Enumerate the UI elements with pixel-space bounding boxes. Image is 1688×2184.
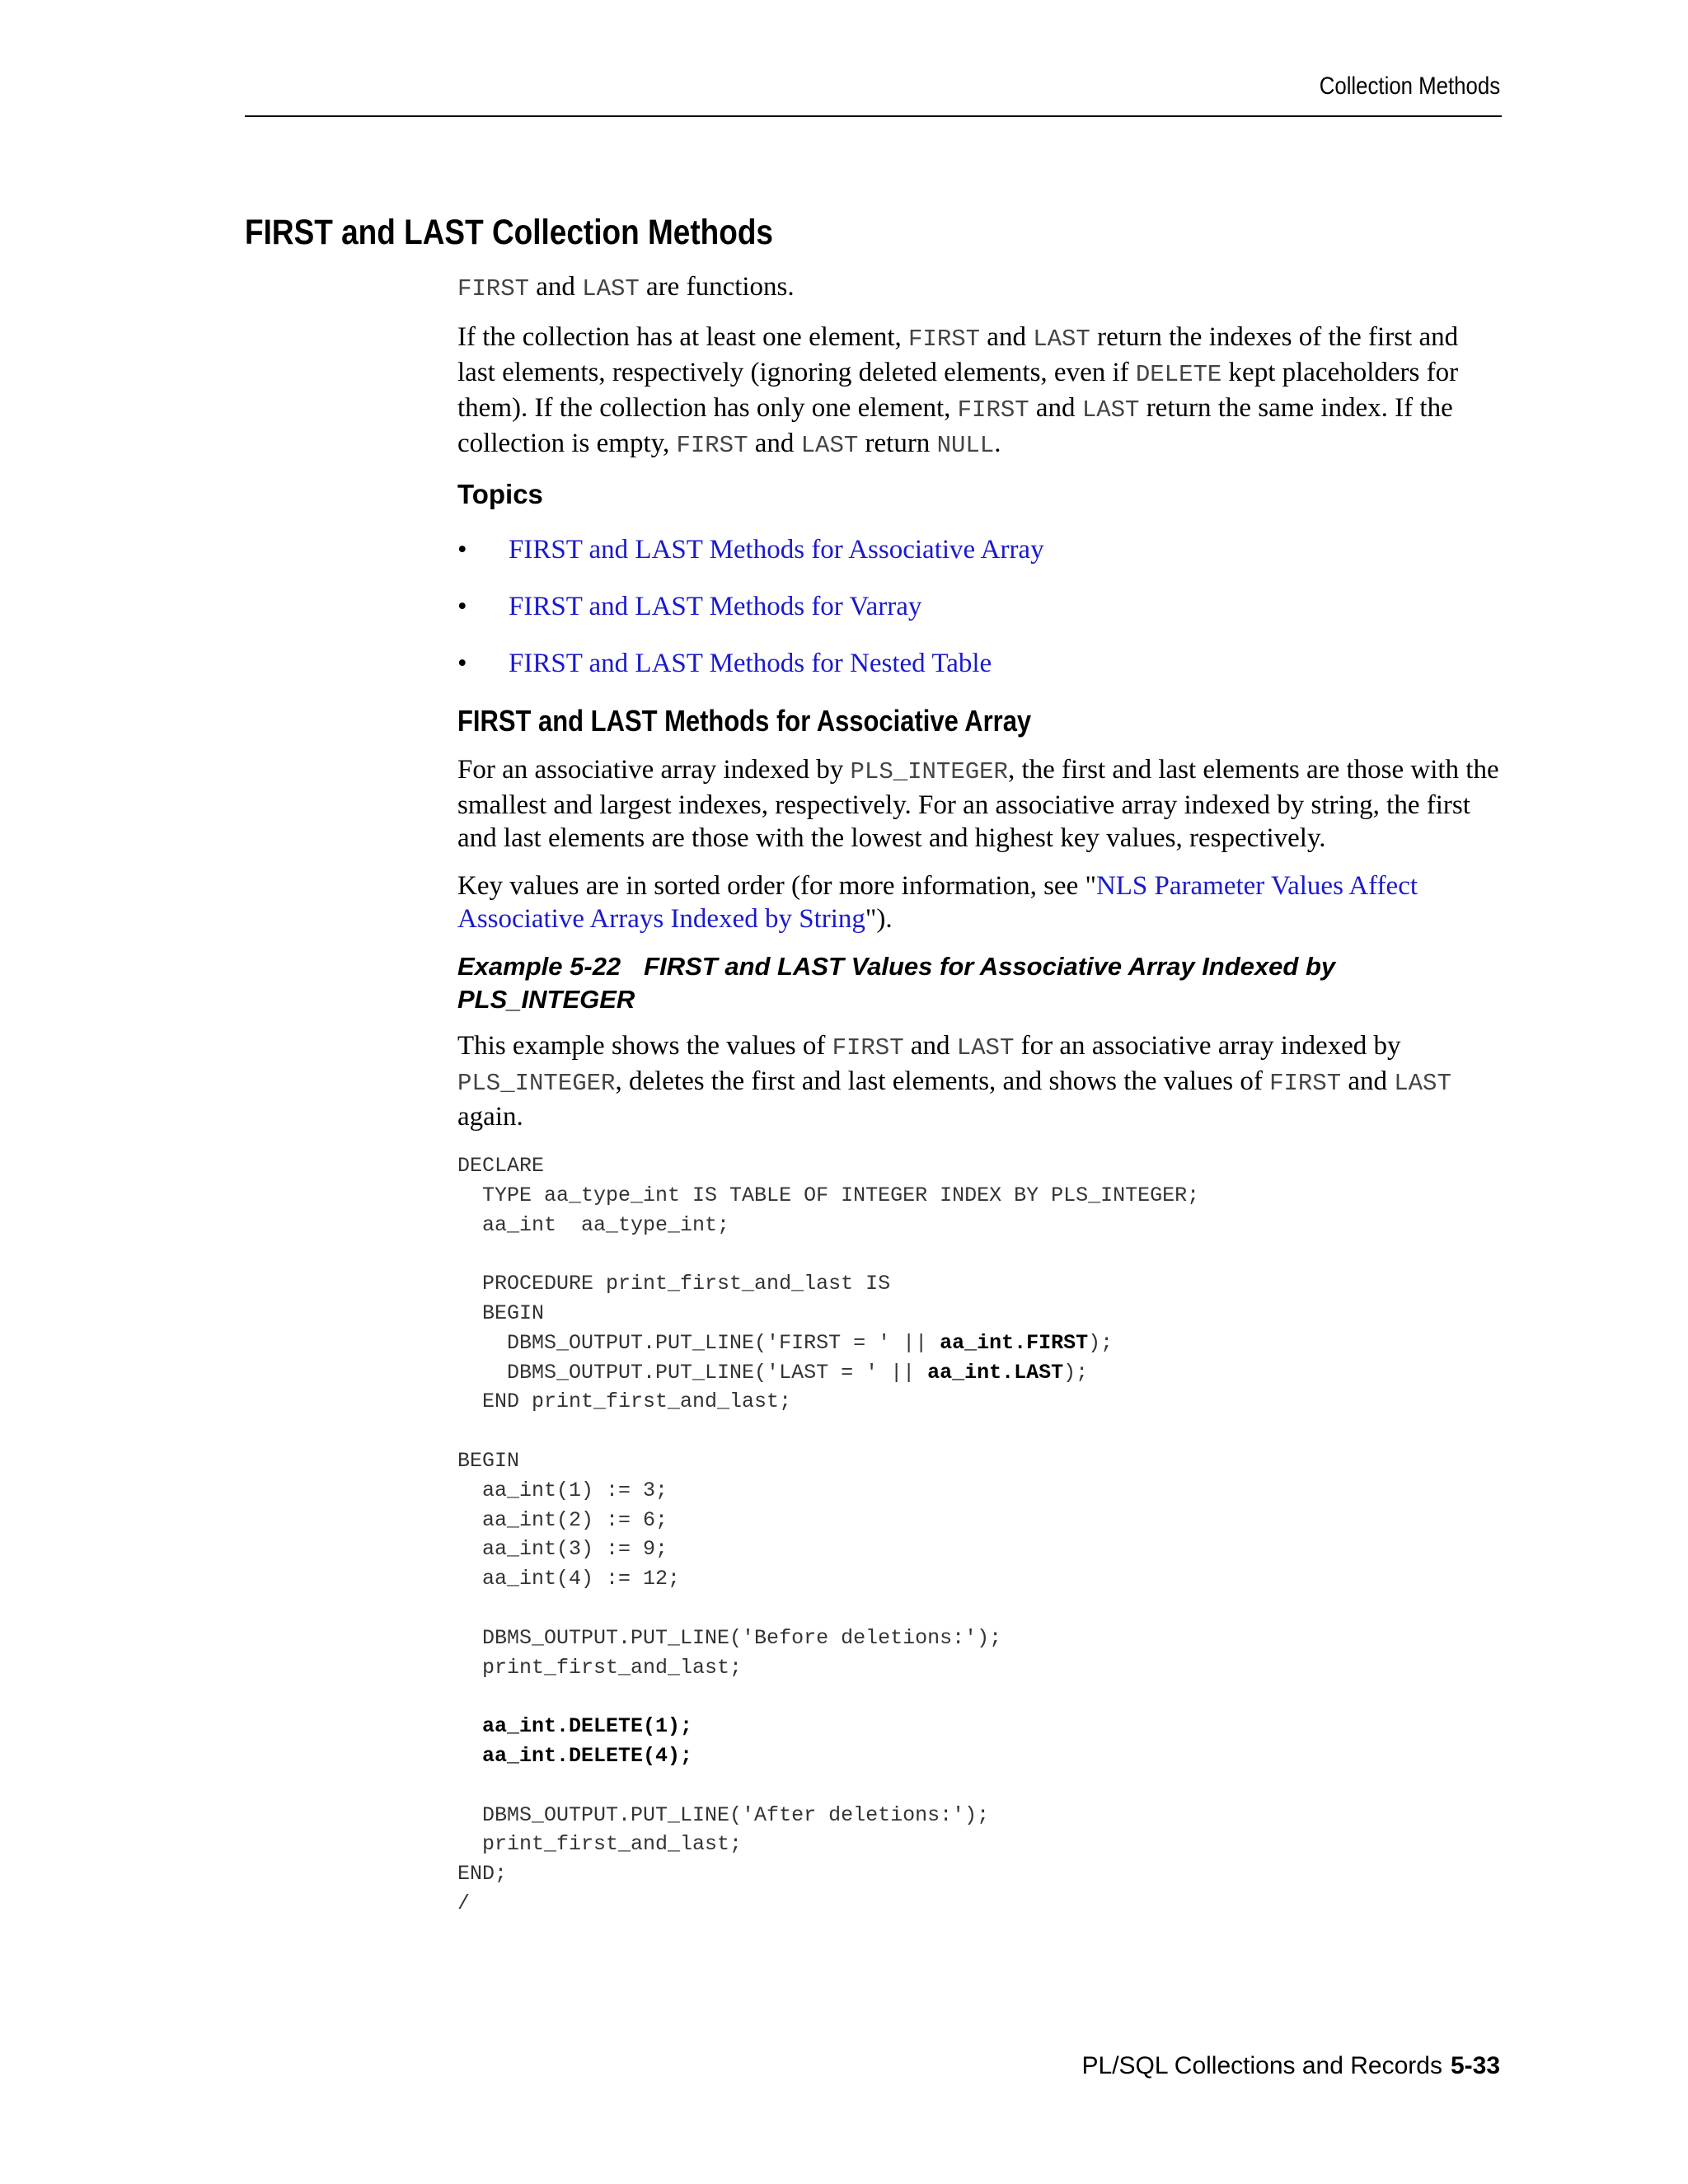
page-number: 5-33 [1450, 2052, 1500, 2079]
section-title: FIRST and LAST Collection Methods [245, 213, 773, 252]
example-caption: FIRST and LAST Values for Associative Array Indexed by PLS_INTEGER [457, 952, 1336, 1014]
header-rule [245, 115, 1502, 117]
topics-list [457, 533, 1503, 680]
intro-paragraph-2: If the collection has at least one element, FIRST and LAST return the indexes of the first and last elements, respectively (ignoring deleted elements, even if DELETE kept placeholders for them). If the collection has only one element, FIRST and LAST return the same index. If the collection is empty, FIRST and LAST return NULL. [457, 322, 1459, 459]
bullet-icon: • [457, 649, 467, 678]
example-description: This example shows the values of FIRST and LAST for an associative array indexed by PLS_INTEGER, deletes the first and last elements, and shows the values of FIRST and LAST again. [457, 1031, 1451, 1132]
topic-link-varray[interactable]: FIRST and LAST Methods for Varray [509, 592, 922, 621]
subsection-paragraph-2: Key values are in sorted order (for more information, see "NLS Parameter Values Affect Associative Arrays Indexed by String"). [457, 871, 1418, 934]
bullet-icon: • [457, 535, 467, 565]
example-title [457, 950, 1503, 1016]
topic-link-associative-array[interactable]: FIRST and LAST Methods for Associative Array [509, 535, 1044, 565]
footer-book-title: PL/SQL Collections and Records [1081, 2052, 1442, 2079]
topics-heading: Topics [457, 479, 543, 509]
list-item [457, 590, 1503, 623]
page-footer [1082, 2052, 1501, 2080]
subsection-title: FIRST and LAST Methods for Associative Array [457, 704, 1032, 738]
nls-parameter-link[interactable]: NLS Parameter Values Affect Associative Arrays Indexed by String [457, 871, 1418, 934]
content-column [457, 270, 1503, 1919]
example-label: Example 5-22 [457, 952, 621, 981]
bullet-icon: • [457, 592, 467, 621]
topic-link-nested-table[interactable]: FIRST and LAST Methods for Nested Table [509, 649, 992, 678]
list-item [457, 533, 1503, 566]
list-item [457, 647, 1503, 680]
running-header: Collection Methods [1319, 73, 1500, 100]
subsection-paragraph-1: For an associative array indexed by PLS_INTEGER, the first and last elements are those with the smallest and largest indexes, respectively. For an associative array indexed by string, the first and last elements are those with the lowest and highest key values, respectively. [457, 755, 1499, 853]
intro-paragraph-1: FIRST and LAST are functions. [457, 272, 795, 302]
code-block: DECLARE TYPE aa_type_int IS TABLE OF INTEGER INDEX BY PLS_INTEGER; aa_int aa_type_int; PROCEDURE print_first_and_last IS BEGIN DBMS_OUTPUT.PUT_LINE('FIRST = ' || aa_int.FIRST); DBMS_OUTPUT.PUT_LINE('LAST = ' || aa_int.LAST); END print_first_and_last; BEGIN aa_int(1) := 3; aa_int(2) := 6; aa_int(3) := 9; aa_int(4) := 12; DBMS_OUTPUT.PUT_LINE('Before deletions:'); print_first_and_last; aa_int.DELETE(1); aa_int.DELETE(4); DBMS_OUTPUT.PUT_LINE('After deletions:'); print_first_and_last; END; / [457, 1154, 1200, 1915]
